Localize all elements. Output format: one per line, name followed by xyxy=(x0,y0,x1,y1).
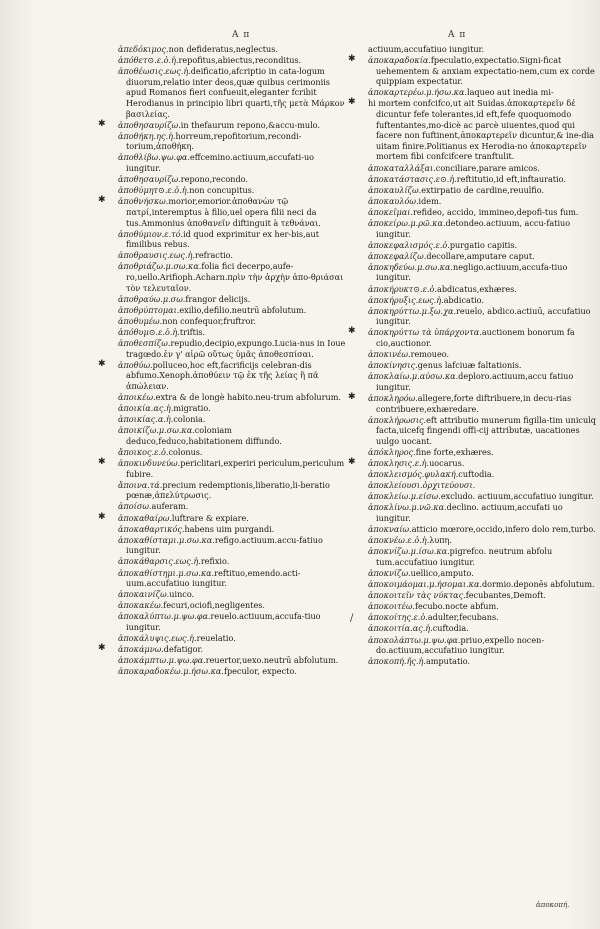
dictionary-entry xyxy=(118,305,350,316)
dictionary-entry xyxy=(118,480,350,501)
dictionary-entry xyxy=(118,120,350,131)
dictionary-entry xyxy=(368,262,600,283)
dictionary-entry xyxy=(368,635,600,656)
greek-headword: ἀποικίας.α.ἡ. xyxy=(118,414,174,425)
greek-headword: ἀποκαθαίρω. xyxy=(118,512,172,523)
dictionary-entry xyxy=(368,415,600,447)
latin-definition: refixio. xyxy=(200,556,230,567)
dictionary-entry xyxy=(368,579,600,590)
greek-headword: ἀποκαθίστημι.μ.σω.κα. xyxy=(118,567,215,578)
greek-headword: ἀποκλείουσι.ὀρχιτεύουσι. xyxy=(368,480,476,491)
latin-definition: habens uim purgandi. xyxy=(184,523,275,534)
dictionary-entry xyxy=(118,556,350,567)
greek-headword: ἀποκαθαρτικός. xyxy=(118,523,185,534)
greek-headword: ἀποθέωσις.εως.ἡ. xyxy=(118,66,191,77)
greek-headword: ἄποικος.ε.ὁ. xyxy=(118,446,169,457)
latin-definition: fpeculor, expecto. xyxy=(223,666,297,677)
greek-headword: ἀποκλαίω.μ.αύσω.κα. xyxy=(368,371,459,382)
greek-headword: ἀποκνίζω. xyxy=(368,568,411,578)
latin-definition: reuelo, abdico.actiuū, accufatiuo iungitur. xyxy=(376,305,591,327)
dictionary-entry xyxy=(118,414,350,425)
greek-headword: ἀποικέω. xyxy=(118,392,156,402)
greek-headword: ἀποκάθαρσις.εως.ἡ. xyxy=(118,556,201,567)
greek-headword: ἀποκαλύπτω.μ.ψω.φα. xyxy=(118,611,211,622)
latin-definition: laqueo aut inedia mi- xyxy=(467,87,554,98)
greek-headword: ἀποκακέω. xyxy=(118,600,164,611)
greek-headword: ἀποκοιμάομαι.μ.ήσομαι.κα. xyxy=(368,579,482,590)
latin-definition: refigo.actiuum.accu-fatiuo iungitur. xyxy=(126,534,323,556)
greek-headword: ἀποκηρύττω τὰ ὑπάρχοντα. xyxy=(368,327,482,338)
dictionary-entry xyxy=(368,601,600,612)
greek-headword: ἀποκαινίζω. xyxy=(118,589,170,600)
latin-definition: negligo.actiuum,accufa-tiuo iungitur. xyxy=(376,261,568,283)
latin-definition: amputatio. xyxy=(425,656,471,667)
latin-definition: λυπη. xyxy=(429,535,452,546)
greek-headword: ἀποκναίω. xyxy=(368,524,412,535)
greek-headword: ἀποθήκη.ης.ἡ. xyxy=(118,130,176,141)
greek-headword: ἀποκάμπτω.μ.ψω.φα. xyxy=(118,655,206,666)
dictionary-entry xyxy=(368,371,600,392)
dictionary-entry xyxy=(368,185,600,196)
greek-headword: ἀποκνέω.ε.ὁ.ἡ. xyxy=(368,535,430,546)
dictionary-entry xyxy=(118,229,350,250)
greek-headword: ἀποκατάστασις.ε⊙.ἡ. xyxy=(368,173,457,184)
margin-slash-mark: / xyxy=(350,613,354,624)
dictionary-entry xyxy=(118,513,350,524)
dictionary-entry xyxy=(118,152,350,173)
latin-definition: uinco. xyxy=(169,589,195,600)
dictionary-entry xyxy=(368,349,600,360)
dictionary-entry xyxy=(118,261,350,293)
greek-headword: ἀποκλήρωσις. xyxy=(368,414,427,425)
dictionary-entry xyxy=(368,360,600,371)
latin-definition: idem. xyxy=(418,195,442,206)
latin-definition: id quod exprimitur ex her-bis,aut fimilibus rebus. xyxy=(126,228,319,250)
dictionary-entry xyxy=(118,316,350,327)
greek-headword: ἀποθύω. xyxy=(118,359,153,370)
dictionary-entry xyxy=(118,131,350,152)
greek-headword: ἀποκοίτης.ε.ὁ. xyxy=(368,612,428,623)
dictionary-entry xyxy=(368,480,600,491)
greek-headword: ἀποικίζω.μ.σω.κα. xyxy=(118,425,195,436)
latin-definition: cuftodia. xyxy=(432,623,469,634)
greek-headword: ἀπόθυμ⊙.ε.ὁ.ἡ. xyxy=(118,326,180,337)
latin-definition: frangor delicijs. xyxy=(185,293,251,304)
latin-definition: defatigor. xyxy=(163,644,204,655)
latin-definition: repofitus,abiectus,reconditus. xyxy=(178,55,302,66)
dictionary-entry xyxy=(368,44,600,55)
dictionary-entry xyxy=(118,294,350,305)
dictionary-entry xyxy=(368,623,600,634)
catchword: ἀποκοπή. xyxy=(536,901,570,909)
dictionary-entry xyxy=(368,327,600,348)
page-header-right: A π xyxy=(448,30,467,40)
latin-definition: colonus. xyxy=(168,446,203,457)
dictionary-entry xyxy=(118,338,350,359)
dictionary-entry xyxy=(118,524,350,535)
latin-definition: fecubantes,Demoft. xyxy=(465,590,546,601)
latin-definition: effcemino.actiuum,accufati-uo iungitur. xyxy=(126,152,315,174)
greek-headword: ἀποκοιτέω. xyxy=(368,601,416,612)
greek-headword: ἀποκαθίσταμι.μ.σω.κα. xyxy=(118,534,215,545)
dictionary-entry xyxy=(368,458,600,469)
latin-definition: exilio,defilio.neutrū abfolutum. xyxy=(179,304,307,315)
latin-definition: auferam. xyxy=(151,501,189,512)
greek-headword: ἀποκοιτεῖν τὰς νύκτας. xyxy=(368,590,466,601)
dictionary-entry xyxy=(118,666,350,677)
dictionary-entry xyxy=(118,644,350,655)
latin-definition: polluceo,hoc eft,facrificijs celebran-dis abfumo.Xenoph.ἀποθύειν τῷ ἐκ τῆς λείας ἢ πᾶ ἀπώλειαν. xyxy=(126,359,319,391)
latin-definition: colonia. xyxy=(173,414,206,425)
greek-headword: ἀποκαραδοκέω.μ.ήσω.κα. xyxy=(118,666,224,677)
greek-headword: ἀποκλείω.μ.είσω. xyxy=(368,491,441,502)
greek-headword: ἀποθραύω.μ.σω. xyxy=(118,293,186,304)
dictionary-entry xyxy=(368,502,600,523)
greek-headword: ἀποκήρυκτ⊙.ε.ὁ. xyxy=(368,283,437,294)
dictionary-entry xyxy=(118,392,350,403)
greek-headword: ἀποθεσπίζω. xyxy=(118,338,171,349)
greek-headword: ἀποκάλυψις.εως.ἡ. xyxy=(118,633,197,644)
latin-definition: migratio. xyxy=(173,403,211,414)
latin-definition: atticio mœrore,occido,infero dolo rem,turbo. xyxy=(411,524,596,535)
greek-headword: ἀποκαταλλάξαι. xyxy=(368,162,436,173)
greek-headword: ἀποκεφαλισμός.ε.ὁ. xyxy=(368,239,450,250)
dictionary-entry xyxy=(368,524,600,535)
latin-definition: reuelatio. xyxy=(196,633,236,644)
dictionary-entry xyxy=(118,501,350,512)
latin-definition: adulter,fecubans. xyxy=(427,612,499,623)
latin-definition: uellico,amputo. xyxy=(410,568,474,578)
dictionary-entry xyxy=(368,393,600,414)
dictionary-entry xyxy=(368,196,600,207)
dictionary-entry xyxy=(118,196,350,228)
dictionary-entry xyxy=(368,218,600,239)
greek-headword: ἀποκίνησις. xyxy=(368,360,418,371)
greek-headword: ἀποκολάπτω.μ.ψω.φα. xyxy=(368,634,461,645)
dictionary-entry xyxy=(368,546,600,567)
greek-headword: ἀποθρύπτομαι. xyxy=(118,304,180,315)
latin-definition: repudio,decipio,expungo.Lucia-nus in Ioue tragœdo.ἐν γ' αἱρῶ οὕτως ὑμᾶς ἀποθεσπίσαι. xyxy=(126,338,346,359)
greek-headword: ἀποκοιτία.ας.ἡ. xyxy=(368,623,433,634)
latin-definition: precium redemptionis,liberatio,li-beratio pœnæ,ἀπελύτρωσις. xyxy=(126,479,330,501)
greek-headword: ἀποκοπή.ῆς.ἡ. xyxy=(368,656,426,667)
dictionary-entry xyxy=(118,250,350,261)
latin-definition: non defideratus,neglectus. xyxy=(168,44,278,54)
latin-definition: declino. actiuum,accufati uo iungitur. xyxy=(376,502,563,524)
greek-headword: ἀποθλίβω.ψω.φα. xyxy=(118,152,190,163)
latin-definition: fine forte,exhæres. xyxy=(415,446,494,457)
greek-headword: ἀποκλησις.ε.ἡ. xyxy=(368,458,430,469)
dictionary-entry xyxy=(118,327,350,338)
latin-definition: refractio. xyxy=(194,250,233,261)
latin-definition: purgatio capitis. xyxy=(449,239,518,250)
latin-definition: hi mortem confcifco,ut ait Suidas.ἀποκαρτερεῖν δέ dicuntur fefe tolerantes,id eft,fefe quoquomodo fuftentantes,mo-dicè ac parcè uiuentes,quod qui facere non fuftinent,ἀποκαρτερεῖν dicuntur,& ine-dia uitam finire.Politianus ex Herodia-no ἀποκαρτερεῖν mortem fibi confcifcere tranftulit. xyxy=(368,98,595,162)
latin-definition: reftitutio,id eft,inftauratio. xyxy=(456,173,566,184)
latin-definition: extra & de longè habito.neu-trum abfolurum. xyxy=(155,392,341,402)
latin-definition: fecubo.nocte abfum. xyxy=(415,601,499,612)
latin-definition: auctionem bonorum fa cio,auctionor. xyxy=(376,327,575,349)
latin-definition: abdicatio. xyxy=(443,294,484,305)
greek-headword: ἀποκάμνω. xyxy=(118,644,164,655)
dictionary-entry xyxy=(118,535,350,556)
greek-headword: ἀποθησαυρίζω. xyxy=(118,119,181,130)
dictionary-entry xyxy=(368,163,600,174)
dictionary-entry xyxy=(368,590,600,601)
latin-definition: detondeo.actiuum, accu-fatiuo iungitur. xyxy=(376,218,571,239)
greek-headword: ἀποθησαυρίζω. xyxy=(118,174,181,185)
greek-headword: ἀποκείρω.μ.ρῶ.κα. xyxy=(368,218,446,228)
latin-definition: pigrefco. neutrum abfolu tum.accufatiuo iungitur. xyxy=(376,546,553,567)
dictionary-entry xyxy=(118,447,350,458)
greek-headword: ἀποκεφαλίζω. xyxy=(368,250,427,261)
greek-headword: ἀποθραυσις.εως.ἡ. xyxy=(118,250,195,261)
page-header-left: A π xyxy=(232,30,251,40)
greek-headword: ἀποθνήσκω. xyxy=(118,196,169,207)
greek-headword: ἀποκινδυνεύω. xyxy=(118,458,181,469)
dictionary-entry xyxy=(368,55,600,87)
latin-definition: abdicatus,exhæres. xyxy=(437,283,517,294)
dictionary-entry xyxy=(368,568,600,579)
greek-headword: ἀποκλίνω.μ.νῶ.κα. xyxy=(368,502,447,513)
greek-headword: ἀποκινέω. xyxy=(368,349,411,360)
latin-definition: in thefaurum repono,&accu-mulo. xyxy=(180,119,320,130)
greek-headword: ἀπόθετ⊙.ε.ὁ.ἡ. xyxy=(118,55,179,66)
greek-headword: ἀποίσω. xyxy=(118,501,152,512)
latin-definition: actiuum,accufatiuo iungitur. xyxy=(368,44,485,54)
latin-definition: coloniam deduco,feduco,habitationem diffundo. xyxy=(126,425,282,446)
greek-headword: ἀποκήρυξις.εως.ἡ. xyxy=(368,294,444,305)
latin-definition: allegere,forte diftribuere,in decu-rias contribuere,exhæredare. xyxy=(376,393,572,414)
dictionary-entry xyxy=(368,535,600,546)
dictionary-entry xyxy=(118,611,350,632)
left-column xyxy=(118,44,350,677)
greek-headword: ἀποκληρόω. xyxy=(368,393,418,403)
dictionary-entry xyxy=(118,44,350,55)
greek-headword: ἀποκηδεύω.μ.σω.κα. xyxy=(368,261,454,272)
greek-headword: ἀποκαραδοκία. xyxy=(368,55,431,66)
greek-headword: ἀποθύμιον.ε.τό. xyxy=(118,228,184,239)
greek-headword: ἄποινα.τά. xyxy=(118,479,163,490)
right-column xyxy=(368,44,600,667)
latin-definition: reftituo,emendo.acti-uum.accufatiuo iungitur. xyxy=(126,567,301,589)
dictionary-entry xyxy=(118,568,350,589)
latin-definition: eft attributio munerum figilla-tim uniculq facta,uicefq fingendi offi-cij attributæ, uacationes uulgo uocant. xyxy=(376,414,596,446)
greek-headword: ἀποθύμητ⊙.ε.ὁ.ἡ. xyxy=(118,185,190,196)
latin-definition: uocarus. xyxy=(429,458,465,469)
latin-definition: decollare,amputare caput. xyxy=(426,250,535,261)
greek-headword: ἀποκαυλόω. xyxy=(368,195,419,206)
dictionary-entry xyxy=(368,656,600,667)
dictionary-entry xyxy=(118,600,350,611)
greek-headword: ἀπεδόκιμος. xyxy=(118,44,169,54)
latin-definition: cuftodia. xyxy=(458,469,495,480)
dictionary-entry xyxy=(368,469,600,480)
dictionary-entry xyxy=(118,458,350,479)
greek-headword: ἀποθυμέω. xyxy=(118,315,163,326)
latin-definition: genus lafciuæ faltationis. xyxy=(417,360,522,371)
dictionary-entry xyxy=(368,491,600,502)
latin-definition: non confequor,fruftror. xyxy=(162,315,256,326)
greek-headword: ἀποκαρτερέω.μ.ήσω.κα. xyxy=(368,87,468,98)
greek-headword: ἀποκλεισμός.φυλακή. xyxy=(368,469,459,480)
latin-definition: reuelo.actiuum,accufa-tiuo iungitur. xyxy=(126,611,321,632)
latin-definition: conciliare,parare amicos. xyxy=(435,162,540,173)
dictionary-entry xyxy=(368,174,600,185)
latin-definition: non concupitus. xyxy=(189,185,255,196)
latin-definition: triftis. xyxy=(179,326,206,337)
latin-definition: deificatio,afcriptio in cata-logum diuorum,relatio inter deos,quæ quibus cerimoniis apud Romanos fieri confueuit,eleganter fcribit Herodianus in principio libri quarti,τῆς μετὰ Μάρκον βασιλείας. xyxy=(126,66,345,119)
dictionary-entry xyxy=(368,207,600,218)
latin-definition: reuertor,uexo.neutrū abfolutum. xyxy=(205,655,339,666)
greek-headword: ἀποκαυλίζω. xyxy=(368,184,422,195)
latin-definition: fecuri,ociofi,negligentes. xyxy=(163,600,265,611)
dictionary-entry xyxy=(118,425,350,446)
dictionary-entry xyxy=(368,87,600,98)
dictionary-entry xyxy=(118,55,350,66)
latin-definition: extirpatio de cardine,reuulfio. xyxy=(421,184,545,195)
dictionary-entry xyxy=(118,360,350,392)
dictionary-entry xyxy=(118,403,350,414)
dictionary-entry xyxy=(368,447,600,458)
latin-definition: refideo, accido, immineo,depofi-tus fum. xyxy=(412,206,579,217)
dictionary-entry xyxy=(368,251,600,262)
latin-definition: excludo. actiuum,accufatiuo iungitur. xyxy=(440,491,594,502)
greek-headword: ἀποκηρύττω.μ.ξω.χα. xyxy=(368,305,457,316)
dictionary-entry xyxy=(368,306,600,327)
dictionary-entry xyxy=(118,589,350,600)
latin-definition: luftrare & expiare. xyxy=(171,512,249,523)
latin-definition: repono,recondo. xyxy=(180,174,248,185)
greek-headword: ἀποικία.ας.ἡ. xyxy=(118,403,174,414)
dictionary-entry xyxy=(118,655,350,666)
greek-headword: ἀπόκληρος. xyxy=(368,446,416,457)
dictionary-entry xyxy=(368,612,600,623)
dictionary-entry xyxy=(118,66,350,119)
latin-definition: priuo,expello nocen-do.actiuum,accufatiuo iungitur. xyxy=(376,634,545,656)
latin-definition: folia fici decerpo,aufe-ro,uello.Arifioph.Acharn.πρὶν τὴν ἀρχὴν ἀπο-θριάσαι τὸν τελευταῖον. xyxy=(126,261,344,293)
latin-definition: dormio.deponēs abfolutum. xyxy=(481,579,595,590)
greek-headword: ἀποκνίζω.μ.ίσω.κα. xyxy=(368,546,450,557)
dictionary-entry xyxy=(368,295,600,306)
dictionary-entry xyxy=(368,98,600,162)
dictionary-entry xyxy=(118,633,350,644)
greek-headword: ἀποκεῖμαι. xyxy=(368,206,413,217)
latin-definition: periclitari,experiri periculum,periculum fubire. xyxy=(126,458,345,479)
dictionary-entry xyxy=(368,240,600,251)
dictionary-entry xyxy=(368,284,600,295)
latin-definition: fpeculatio,expectatio.Signi-ficat uehementem & anxiam expectatio-nem,cum ex corde quippiam expectatur. xyxy=(376,55,595,87)
dictionary-entry xyxy=(118,174,350,185)
dictionary-entry xyxy=(118,185,350,196)
greek-headword: ἀποθριάζω.μ.σω.κα. xyxy=(118,261,202,272)
latin-definition: remoueo. xyxy=(410,349,450,360)
latin-definition: morior,emorior.ἀποθανὼν τῷ πατρί,interemptus à filio,uel opera filii neci da tus.Ammonius ἀποθανεῖν diftinguit à τεθνάναι. xyxy=(126,196,321,228)
latin-definition: horreum,repofitorium,recondi-torium,ἀποθήκη. xyxy=(126,130,302,152)
latin-definition: deploro.actiuum,accu fatiuo iungitur. xyxy=(376,371,574,392)
